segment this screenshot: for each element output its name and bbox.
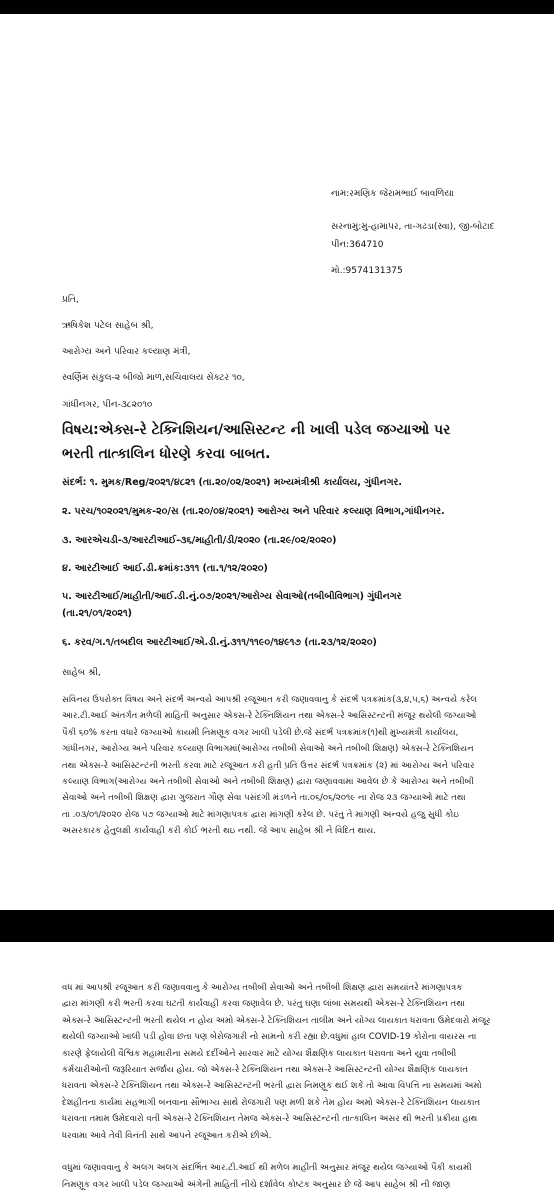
- sender-name: નામ:રમણિક જેરામભાઈ બાવળિયા: [331, 189, 455, 199]
- letter-page-2: [0, 942, 554, 1200]
- body-line: તા .૦૩/૦૧/૨૦૨૦ રોજ ૫૭ જગ્યાઓ માટે માંગણાપત્રક દ્વારા માંગણી કરેલ છે. પરંતુ તે માંગણી અન્વયે હજુ સુધી કોઇ: [62, 809, 459, 820]
- body-line: દેશહીતના કાર્યમાં સહભાગી બનવાના સૌભાગ્ય સાથે રોજગારી પણ મળી શકે તેમ હોય અમો એક્સ-રે ટેક્નિશિયન લાયકાત: [62, 1097, 481, 1108]
- reference-5: ૫. આરટીઆઈ/માહીતી/આઈ.ડી.નું.૦૭/૨૦૨૧/આરોગ્ય સેવાઓ(તબીબીવિભાગ) ગુંધીનગર: [62, 591, 402, 602]
- sender-address: સરનામુ:મુ-હામાપર, તા-ગઢડા(સ્વા), જી-બોટાદ: [331, 222, 495, 232]
- body-line: કર્મચારીઓની જરૂરિયાત સર્જાય હોય. જો એક્સ-રે ટેક્નિશિયન તથા એક્સ-રે આસિસ્ટન્ટની યોગ્ય શૈક્ષણિક લાયકાત: [62, 1064, 469, 1075]
- letter-page-1: [0, 14, 554, 910]
- recipient-name: ઋષિકેશ પટેલ સાહેબ શ્રી,: [62, 321, 154, 331]
- subject-line-1: વિષય:એક્સ-રે ટેક્નિશિયન/આસિસ્ટન્ટ ની ખાલી પડેલ જગ્યાઓ પર: [62, 422, 451, 438]
- body-line: તથા એક્સ-રે આસિસ્ટન્ટની ભરતી કરવા માટે રજૂઆત કરી હતી પ્રતિ ઉત્તર સંદર્ભ પત્રક્રમાંક (૨) માં આરોગ્ય અને પરિવાર: [62, 760, 475, 771]
- page2-paragraph: [62, 980, 491, 1193]
- salutation: સાહેબ શ્રી,: [62, 668, 101, 678]
- body-line: અસરકારક હેતુલક્ષી કાર્યવાહી કરી કોઈ ભરતી થઇ નથી. જે આપ સાહેબ શ્રી ને વિદિત થાય.: [62, 826, 377, 837]
- body-line: નિમણૂક વગર ખાલી પડેલ જગ્યાઓ અંગેની માહિતી નીચે દર્શાવેલ કોષ્ટક અનુસાર છે જે આપ સાહેબ શ્રી ની જાણ: [62, 1179, 451, 1190]
- body-line: આર.ટી.આઈ અંતર્ગત મળેલી માહિતી અનુસાર એક્સ-રે ટેક્નિશિયન તથા એક્સ-રે આસિસ્ટન્ટની મંજૂર થયેલી જગ્યાઓ: [62, 711, 477, 722]
- subject-line-2: ભરતી તાત્કાલિન ધોરણે કરવા બાબત.: [62, 446, 271, 462]
- body-line: વધ માં આપશ્રી રજૂઆત કરી જણાવવાનુ કે આરોગ્ય તબીબી સેવાઓ અને તબીબી શિક્ષણ દ્વારા સમયાંતરે માંગણાપત્રક: [62, 983, 463, 993]
- reference-6: ૬. કરવ/ગ.૧/તબદીલ આરટીઆઈ/એ.ડી.નું.૩૧૧/૧૧૯૦/૧૪૯૧૭ (તા.૨૩/૧૨/૨૦૨૦): [62, 637, 377, 648]
- body-line: ગાંધીનગર, આરોગ્ય અને પરિવાર કલ્યાણ વિભાગમાં(આરોગ્ય તબીબી સેવાઓ અને તબીબી શિક્ષણ) એક્સ-રે ટેક્નિશિયન: [62, 744, 474, 755]
- recipient-designation: આરોગ્ય અને પરિવાર કલ્યાણ મંત્રી,: [62, 347, 191, 357]
- body-line: સવિનય ઉપરોક્ત વિષય અને સંદર્ભ અન્વયે આપશ્રી રજૂઆત કરી જણાવવાનુ કે સંદર્ભ પત્રક્રમાંક(૩,૪,૫,૬) અન્વયે કરેલ: [62, 695, 477, 705]
- body-paragraph: [62, 692, 477, 840]
- recipient-to: પ્રતિ,: [62, 295, 79, 305]
- body-line: કલ્યાણ વિભાગ(આરોગ્ય અને તબીબી સેવાઓ અને તબીબી શિક્ષણ) દ્વારા જણાવવામાં આવેલ છે કે આરોગ્ય અને તબીબી: [62, 776, 474, 787]
- body-line: સેવાઓ અને તબીબી શિક્ષણ દ્વારા ગુજરાત ગૌણ સેવા પસંદગી મંડળને તા.૦૬/૦૬/૨૦૧૯ ના રોજ ૨૩ જગ્યાઓ માટે તથા: [62, 793, 466, 804]
- body-line: ધરવામા આવે તેવી વિનંતી સાથે આપને રજૂઆત કરીએ છીએ.: [62, 1130, 272, 1141]
- body-line: થયેલી જગ્યાઓ ખાલી પડી હોવા છતા પણ બેરોજગારી નો સામનો કરી રહ્યા છે.વધુમાં હાલ COVID-19 કોરોના વાયરસ ના: [62, 1032, 477, 1043]
- sender-mobile: મો.:9574131375: [331, 266, 403, 276]
- reference-4: ૪. આરટીઆઈ આઈ.ડી.ક્રમાંક:૩૧૧ (તા.૧/૧૨/૨૦૨૦): [62, 563, 268, 574]
- body-line: એક્સ-રે આસિસ્ટન્ટની ભરતી થયેલ ન હોય અમો એક્સ-રે ટેક્નિશિયન તાલીમ અને યોગ્ય લાયકાત ધરાવતા ઉમેદવારો મંજૂર: [62, 1015, 491, 1026]
- body-line: દ્વારા માંગણી કરી ભરતી કરવા ઘટતી કાર્યવાહી કરવા જણાવેલ છે. પરંતુ ઘણા લાંબા સમયથી એક્સ-રે ટેક્નિશિયન તથા: [62, 999, 465, 1010]
- body-line: ધરાવતા તમામ ઉમેદવારો વતી એક્સ-રે ટેક્નિશિયન તેમજ એક્સ-રે આસિસ્ટન્ટની તાત્કાલિન અસર થી ભરતી પ્રક્રીયા હાથ: [62, 1114, 478, 1125]
- recipient-office: સ્વર્ણિમ સંકુલ-૨ બીજો માળ,સચિવાલય સેક્ટર ૧૦,: [62, 373, 245, 383]
- reference-1: સંદર્ભ: ૧. મુમક/Reg/૨૦૨૧/૪૮૨૧ (તા.૨૦/૦૨/૨૦૨૧) મખ્યમંત્રીશ્રી કાર્યાલય, ગુંધીનગર.: [62, 477, 403, 488]
- recipient-city: ગાંધીનગર, પીન-૩૮૨૦૧૦: [62, 400, 153, 410]
- reference-5-date: (તા.૨૧/૦૧/૨૦૨૧): [62, 608, 132, 619]
- body-line: કારણે ફેલાયેલી વૈશ્વિક મહામારીના સમયે દર્દીઓને સારવાર માટે યોગ્ય શૈક્ષણિક લાયકાત ધરાવતા અને યુવા તબીબી: [62, 1048, 457, 1059]
- reference-2: ૨. પરચ/૧૦૨૦૨૧/મુમક-૨૦/સ (તા.૨૦/૦૪/૨૦૨૧) આરોગ્ય અને પરિવાર કલ્યાણ વિભાગ,ગાંધીનગર.: [62, 506, 445, 517]
- body-line: ધરાવતા એક્સ-રે ટેક્નિશિયન તથા એક્સ-રે આસિસ્ટન્ટની ભરતી દ્વારા નિમણૂક થઈ શકે તો આવા વિપત્તિ ના સમયમાં અમો: [62, 1081, 482, 1092]
- body-line: [62, 1144, 491, 1160]
- sender-pin: પીન:364710: [331, 240, 384, 250]
- body-line: પૈકી ૬૦% કરતા વધારે જગ્યાઓ કાયમી નિમણૂક વગર ખાલી પડેલી છે.જે સંદર્ભ પત્રક્રમાંક(૧)થી મુખ્યમંત્રી કાર્યાલય,: [62, 727, 459, 738]
- reference-3: ૩. આરએચડી-૩/આરટીઆઈ-૩૬/માહીતી/ડી/૨૦૨૦ (તા.૨૯/૦૨/૨૦૨૦): [62, 535, 337, 546]
- body-line: વધુમાં જણાવવાનુ કે અલગ અલગ સંદર્ભિત આર.ટી.આઈ થી મળેલ માહીતી અનુસાર મંજૂર થયેલ જગ્યાઓ પૈકી કાયમી: [62, 1163, 472, 1174]
